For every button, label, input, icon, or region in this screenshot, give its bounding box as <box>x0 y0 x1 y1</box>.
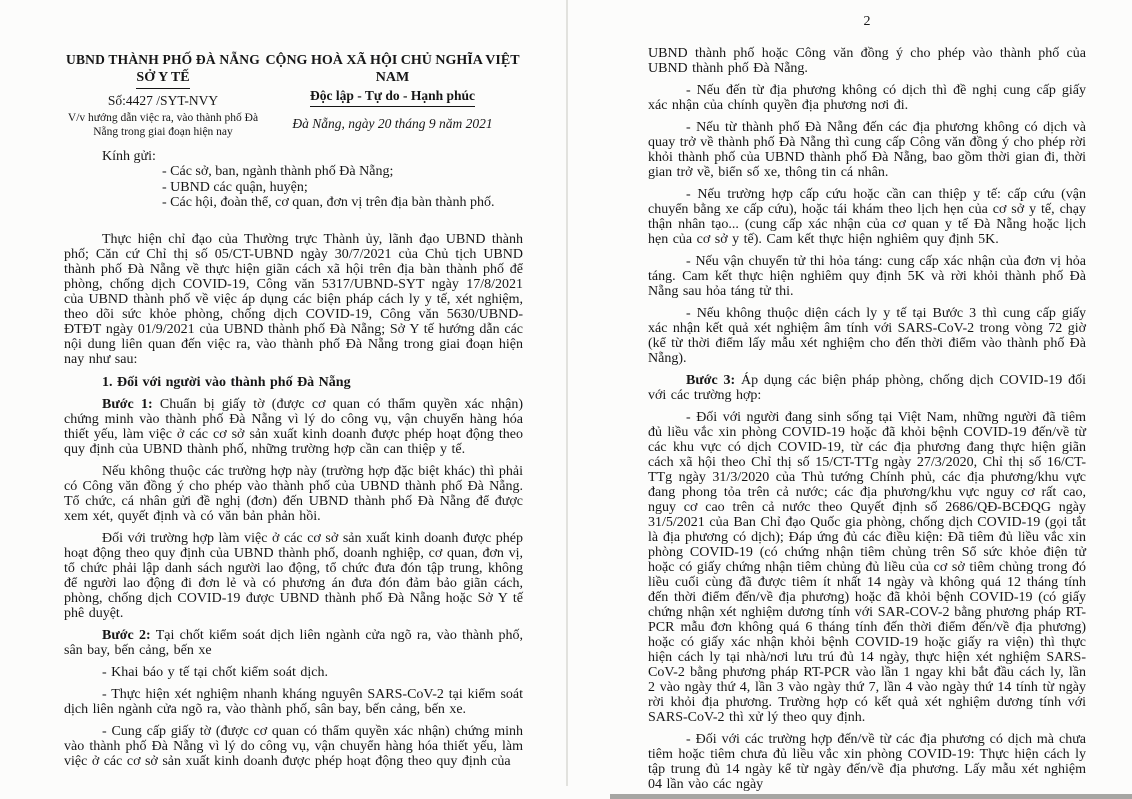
section-heading: 1. Đối với người vào thành phố Đà Nẵng <box>102 374 351 390</box>
agency-parent-name: UBND THÀNH PHỐ ĐÀ NẴNG <box>66 52 260 67</box>
recipient-list <box>162 164 523 211</box>
recipient-item: - Các sở, ban, ngành thành phố Đà Nẵng; <box>162 164 394 179</box>
issuing-agency-block <box>64 52 262 139</box>
document-header <box>64 46 523 139</box>
step-label: Bước 2: <box>102 627 151 643</box>
continuation-paragraph <box>648 46 1086 76</box>
bullet-paragraph <box>648 306 1086 366</box>
paragraph-text: - Khai báo y tế tại chốt kiểm soát dịch. <box>102 664 328 680</box>
bullet-paragraph <box>64 665 523 680</box>
national-motto: Độc lập - Tự do - Hạnh phúc <box>310 87 475 107</box>
bullet-paragraph <box>648 187 1086 247</box>
paragraph <box>64 531 523 621</box>
bullet-paragraph <box>648 120 1086 180</box>
page-fold-line <box>566 0 568 786</box>
step-label: Bước 1: <box>102 396 153 412</box>
national-header-block <box>262 52 523 139</box>
right-page <box>648 14 1086 792</box>
recipient-item: - UBND các quận, huyện; <box>162 179 308 195</box>
paragraph-basis <box>64 232 523 367</box>
paragraph-text: - Nếu trường hợp cấp cứu hoặc cần can thiệp y tế: cấp cứu (vận chuyển bằng xe cấp cứu), hoặc tái khám theo lịch hẹn của cơ sở y tế, chạy thận nhân tạo... (cung cấp xác nhận của cơ quan y tế Đà Nẵng hoặc lịch hẹn của cơ sở y tế). Cam kết thực hiện nghiêm quy định 5K. <box>648 187 1086 247</box>
bullet-paragraph <box>648 83 1086 113</box>
paragraph-step2 <box>64 628 523 658</box>
document-subject <box>64 112 262 139</box>
left-page <box>64 46 523 769</box>
paragraph-text: - Nếu từ thành phố Đà Nẵng đến các địa phương không có dịch và quay trở về thành phố Đà Nẵng thì cung cấp Công văn đồng ý cho phép rời khỏi thành phố của UBND thành phố Đà Nẵng, bao gồm thời gian đi, thời gian trở về, biển số xe, thông tin cá nhân. <box>648 120 1086 180</box>
salutation: Kính gửi: <box>102 149 156 164</box>
paragraph-text: Tại chốt kiểm soát dịch liên ngành cửa ngõ ra, vào thành phố, sân bay, bến cảng, bến xe <box>64 627 523 658</box>
paragraph-step3 <box>648 373 1086 403</box>
paragraph-text: - Nếu vận chuyển tử thi hỏa táng: cung cấp xác nhận của đơn vị hỏa táng. Cam kết thực hiện nghiêm quy định 5K và rời khỏi thành phố Đà Nẵng sau hỏa táng tử thi. <box>648 254 1086 299</box>
paragraph-text: Nếu không thuộc các trường hợp này (trường hợp đặc biệt khác) thì phải có Công văn đồng ý cho phép vào thành phố của UBND thành phố Đà Nẵng. Tổ chức, cá nhân gửi đề nghị (đơn) đến UBND thành phố Đà Nẵng để được xem xét, quyết định và có văn bản phản hồi. <box>64 463 523 524</box>
paragraph <box>64 464 523 524</box>
bullet-paragraph <box>648 732 1086 792</box>
page-number: 2 <box>863 14 871 29</box>
bullet-paragraph <box>64 687 523 717</box>
paragraph-step1 <box>64 397 523 457</box>
bullet-paragraph <box>64 724 523 769</box>
bullet-paragraph <box>648 410 1086 725</box>
paragraph-text: - Cung cấp giấy tờ (được cơ quan có thẩm quyền xác nhận) chứng minh vào thành phố Đà Nẵng vì lý do công vụ, vận chuyển hàng hóa thiết yếu, làm việc ở các cơ sở sản xuất kinh doanh được phép hoạt động theo quy định của <box>64 723 523 769</box>
paragraph-text: - Nếu đến từ địa phương không có dịch thì đề nghị cung cấp giấy xác nhận của chính quyền địa phương nơi đi. <box>648 83 1086 113</box>
agency-name: SỞ Y TẾ <box>136 69 189 89</box>
paragraph-text: UBND thành phố hoặc Công văn đồng ý cho phép vào thành phố của UBND thành phố Đà Nẵng. <box>648 46 1086 76</box>
document-number: Số:4427 /SYT-NVY <box>107 93 219 108</box>
paragraph-text: - Nếu không thuộc diện cách ly y tế tại Bước 3 thì cung cấp giấy xác nhận kết quả xét nghiệm âm tính với SARS-CoV-2 trong vòng 72 giờ (kể từ thời điểm lấy mẫu xét nghiệm cho đến thời điểm vào thành phố Đà Nẵng). <box>648 306 1086 366</box>
subject-line-2: Nẵng trong giai đoạn hiện nay <box>93 125 233 138</box>
paragraph-text: - Đối với các trường hợp đến/về từ các địa phương có dịch mà chưa tiêm hoặc tiêm chưa đủ liều vắc xin phòng COVID-19: Thực hiện cách ly tập trung đủ 14 ngày kể từ ngày đến/về địa phương. Lấy mẫu xét nghiệm 04 lần vào các ngày <box>648 732 1086 792</box>
paragraph-text: Áp dụng các biện pháp phòng, chống dịch COVID-19 đối với các trường hợp: <box>648 373 1086 403</box>
step-label: Bước 3: <box>686 373 736 388</box>
paragraph-text: Đối với trường hợp làm việc ở các cơ sở sản xuất kinh doanh được phép hoạt động theo quy định của UBND thành phố, doanh nghiệp, cơ quan, đơn vị, tổ chức phải lập danh sách người lao động, tổ chức đưa đón tập trung, không để người lao động đi đơn lẻ và có phương án đưa đón đảm bảo giãn cách, phòng, chống dịch COVID-19 được UBND thành phố Đà Nẵng hoặc Sở Y tế phê duyệt. <box>64 530 523 621</box>
scan-edge-shadow <box>610 794 1132 799</box>
paragraph-text: - Thực hiện xét nghiệm nhanh kháng nguyên SARS-CoV-2 tại kiểm soát dịch liên ngành cửa ngõ ra, vào thành phố, sân bay, bến cảng, bến xe. <box>64 686 523 717</box>
place-date-line: Đà Nẵng, ngày 20 tháng 9 năm 2021 <box>292 116 493 131</box>
bullet-paragraph <box>648 254 1086 299</box>
paragraph-text: Thực hiện chỉ đạo của Thường trực Thành ủy, lãnh đạo UBND thành phố; Căn cứ Chỉ thị số 05/CT-UBND ngày 30/7/2021 của Chủ tịch UBND thành phố Đà Nẵng về thực hiện giãn cách xã hội trên địa bàn thành phố để phòng, chống dịch COVID-19, Công văn 5317/UBND-SYT ngày 17/8/2021 của UBND thành phố về việc áp dụng các biện pháp cách ly y tế, xét nghiệm, theo dõi sức khỏe phòng, chống dịch COVID-19, Công văn 5630/UBND-ĐTĐT ngày 01/9/2021 của UBND thành phố Đà Nẵng; Sở Y tế hướng dẫn các nội dung liên quan đến việc ra, vào thành phố Đà Nẵng trong giai đoạn hiện nay như sau: <box>64 231 523 367</box>
paragraph-text: Chuẩn bị giấy tờ (được cơ quan có thẩm quyền xác nhận) chứng minh vào thành phố Đà Nẵng vì lý do công vụ, vận chuyển hàng hóa thiết yếu, làm việc ở các cơ sở sản xuất kinh doanh được phép hoạt động theo quy định của UBND thành phố, những trường hợp cần can thiệp y tế. <box>64 396 524 457</box>
national-title: CỘNG HOÀ XÃ HỘI CHỦ NGHĨA VIỆT NAM <box>265 53 520 85</box>
subject-line-1: V/v hướng dẫn việc ra, vào thành phố Đà <box>67 112 259 124</box>
paragraph-text: - Đối với người đang sinh sống tại Việt Nam, những người đã tiêm đủ liều vắc xin phòng COVID-19 hoặc đã khỏi bệnh COVID-19 đến/về từ các khu vực có dịch COVID-19, từ các địa phương đang thực hiện giãn cách xã hội theo Chỉ thị số 15/CT-TTg ngày 27/3/2020, Chỉ thị số 16/CT-TTg ngày 31/3/2020 của Thủ tướng Chính phủ, các địa phương/khu vực đang phong tỏa trên cả nước; các địa phương/khu vực nguy cơ rất cao, nguy cơ cao trên cả nước theo Quyết định số 2686/QĐ-BCĐQG ngày 31/5/2021 của Ban Chỉ đạo Quốc gia phòng, chống dịch COVID-19 (gọi tắt là địa phương có dịch); Đáp ứng đủ các điều kiện: Đã tiêm đủ liều vắc xin phòng COVID-19 (có chứng nhận tiêm chủng trên Sổ sức khỏe điện tử hoặc có giấy chứng nhận tiêm chủng đủ liều của cơ sở tiêm chủng trong đó liều cuối cùng đã được tiêm ít nhất 14 ngày và không quá 12 tháng tính đến thời điểm đến/về địa phương) hoặc đã khỏi bệnh COVID-19 (có giấy chứng nhận xét nghiệm dương tính với SAR-COV-2 bằng phương pháp RT-PCR mẫu đơn không quá 6 tháng tính đến thời điểm đến/về địa phương) hoặc có giấy xác nhận khỏi bệnh COVID-19 hoặc giấy ra viện) thì thực hiện cách ly tại nhà/nơi lưu trú đủ 14 ngày, thực hiện xét nghiệm SARS-CoV-2 bằng phương pháp RT-PCR vào lần 1 ngay khi bắt đầu cách ly, lần 2 vào ngày thứ 4, lần 3 vào ngày thứ 7, lần 4 vào ngày thứ 14 tính từ ngày rời khỏi địa phương. Trường hợp có kết quả xét nghiệm dương tính với SARS-CoV-2 thì xử lý theo quy định. <box>648 410 1086 725</box>
recipient-item: - Các hội, đoàn thể, cơ quan, đơn vị trên địa bàn thành phố. <box>162 195 495 210</box>
